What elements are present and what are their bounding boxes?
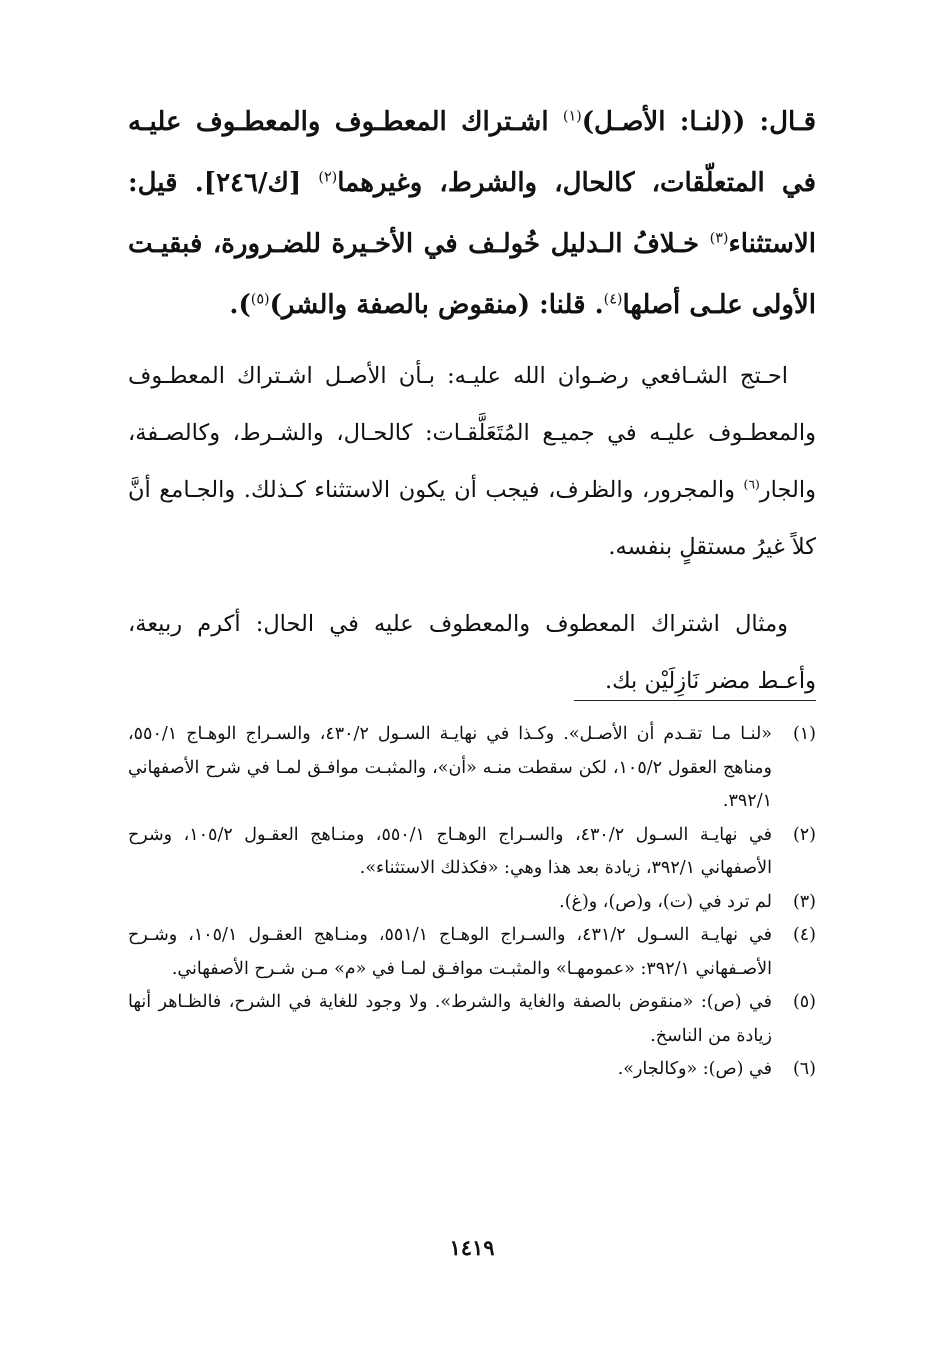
commentary-segment: احـتج الشـافعي رضـوان الله عليـه: بـأن الأصـل اشـتراك المعطـوف والمعطـوف عليـه في جميـع المُتَعَلَّقـات: كالحـال، والشـرط، وكالصـفة، والجار xyxy=(128,363,816,503)
quoted-text-segment: [ك/٢٤٦]. قيل: الاستثناء xyxy=(128,168,816,259)
commentary-segment: والمجرور، والظرف، فيجب أن يكون الاستثناء كـذلك. والجـامع أنَّ كلاً غيرُ مستقلٍ بنفسه. xyxy=(128,477,816,560)
footnote-item xyxy=(128,986,816,1053)
footnote-item xyxy=(128,886,816,920)
footnote-text: «لنـا مـا تقـدم أن الأصـل». وكـذا في نهايـة السـول ٤٣٠/٢، والسـراج الوهـاج ٥٥٠/١، ومناهج العقول ١٠٥/٢، لكن سقطت منـه «أن»، والمثبـت موافـق لمـا في شرح الأصفهاني ٣٩٢/١. xyxy=(128,724,772,811)
footnote-number: (٤) xyxy=(792,925,816,945)
commentary-paragraph xyxy=(128,348,816,576)
footnote-marker: (٦) xyxy=(743,477,760,492)
book-page xyxy=(128,92,816,1371)
footnote-text: في نهايـة السـول ٤٣٠/٢، والسـراج الوهـاج ٥٥٠/١، ومنـاهج العقـول ١٠٥/٢، وشرح الأصفهاني ٣٩٢/١، زيادة بعد هذا وهي: «فكذلك الاستثناء». xyxy=(128,824,772,878)
footnote-marker: (٢) xyxy=(318,169,338,186)
quoted-text-paragraph xyxy=(128,92,816,336)
footnote-item xyxy=(128,718,816,819)
quoted-text-segment: ). xyxy=(229,290,251,320)
footnote-number: (٥) xyxy=(792,992,816,1012)
footnote-number: (٢) xyxy=(792,824,816,845)
quoted-text-segment: قـال: ((لنـا: الأصـل) xyxy=(581,107,817,137)
footnote-text: في (ص): «وكالجار». xyxy=(617,1059,772,1079)
footnote-number: (٣) xyxy=(792,891,816,912)
footnote-marker: (٣) xyxy=(709,230,729,247)
example-paragraph: ومثال اشتراك المعطوف والمعطوف عليه في الحال: أكرم ربيعة، وأعـط مضر نَازِلَيْن بك. xyxy=(128,611,816,694)
footnote-item xyxy=(128,1053,816,1087)
quoted-text-segment: اشـتراك المعطـوف والمعطـوف عليـه في المتعلّقات، كالحال، والشرط، وغيرهما xyxy=(128,107,817,198)
footnote-marker: (٥) xyxy=(250,291,270,308)
footnotes-list xyxy=(128,718,816,1087)
footnote-number: (٦) xyxy=(792,1059,816,1079)
page-number: ١٤١٩ xyxy=(449,1235,495,1260)
footnote-number: (١) xyxy=(792,724,816,744)
footnote-text: في (ص): «منقوض بالصفة والغاية والشرط». ولا وجود للغاية في الشرح، فالظـاهر أنها زيادة من الناسخ. xyxy=(128,992,772,1046)
footnote-text: في نهايـة السـول ٤٣١/٢، والسـراج الوهـاج ٥٥١/١، ومنـاهج العقـول ١٠٥/١، وشـرح الأصـفهاني ٣٩٢/١: «عمومهـا» والمثبـت موافـق لمـا في «م» مـن شـرح الأصفهاني. xyxy=(128,925,772,979)
footnote-text: لم ترد في (ت)، و(ص)، و(غ). xyxy=(559,891,772,912)
footnote-item xyxy=(128,919,816,986)
footnote-item xyxy=(128,819,816,886)
footnote-separator xyxy=(574,700,816,701)
quoted-text-segment: . قلنا: (منقوض بالصفة والشر) xyxy=(269,290,604,320)
footnote-marker: (٤) xyxy=(603,291,623,308)
quoted-text-segment: خـلافُ الـدليل خُولـف في الأخـيرة للضـرورة، فبقيـت الأولى علـى أصلها xyxy=(128,229,816,320)
footnote-marker: (١) xyxy=(562,108,582,125)
